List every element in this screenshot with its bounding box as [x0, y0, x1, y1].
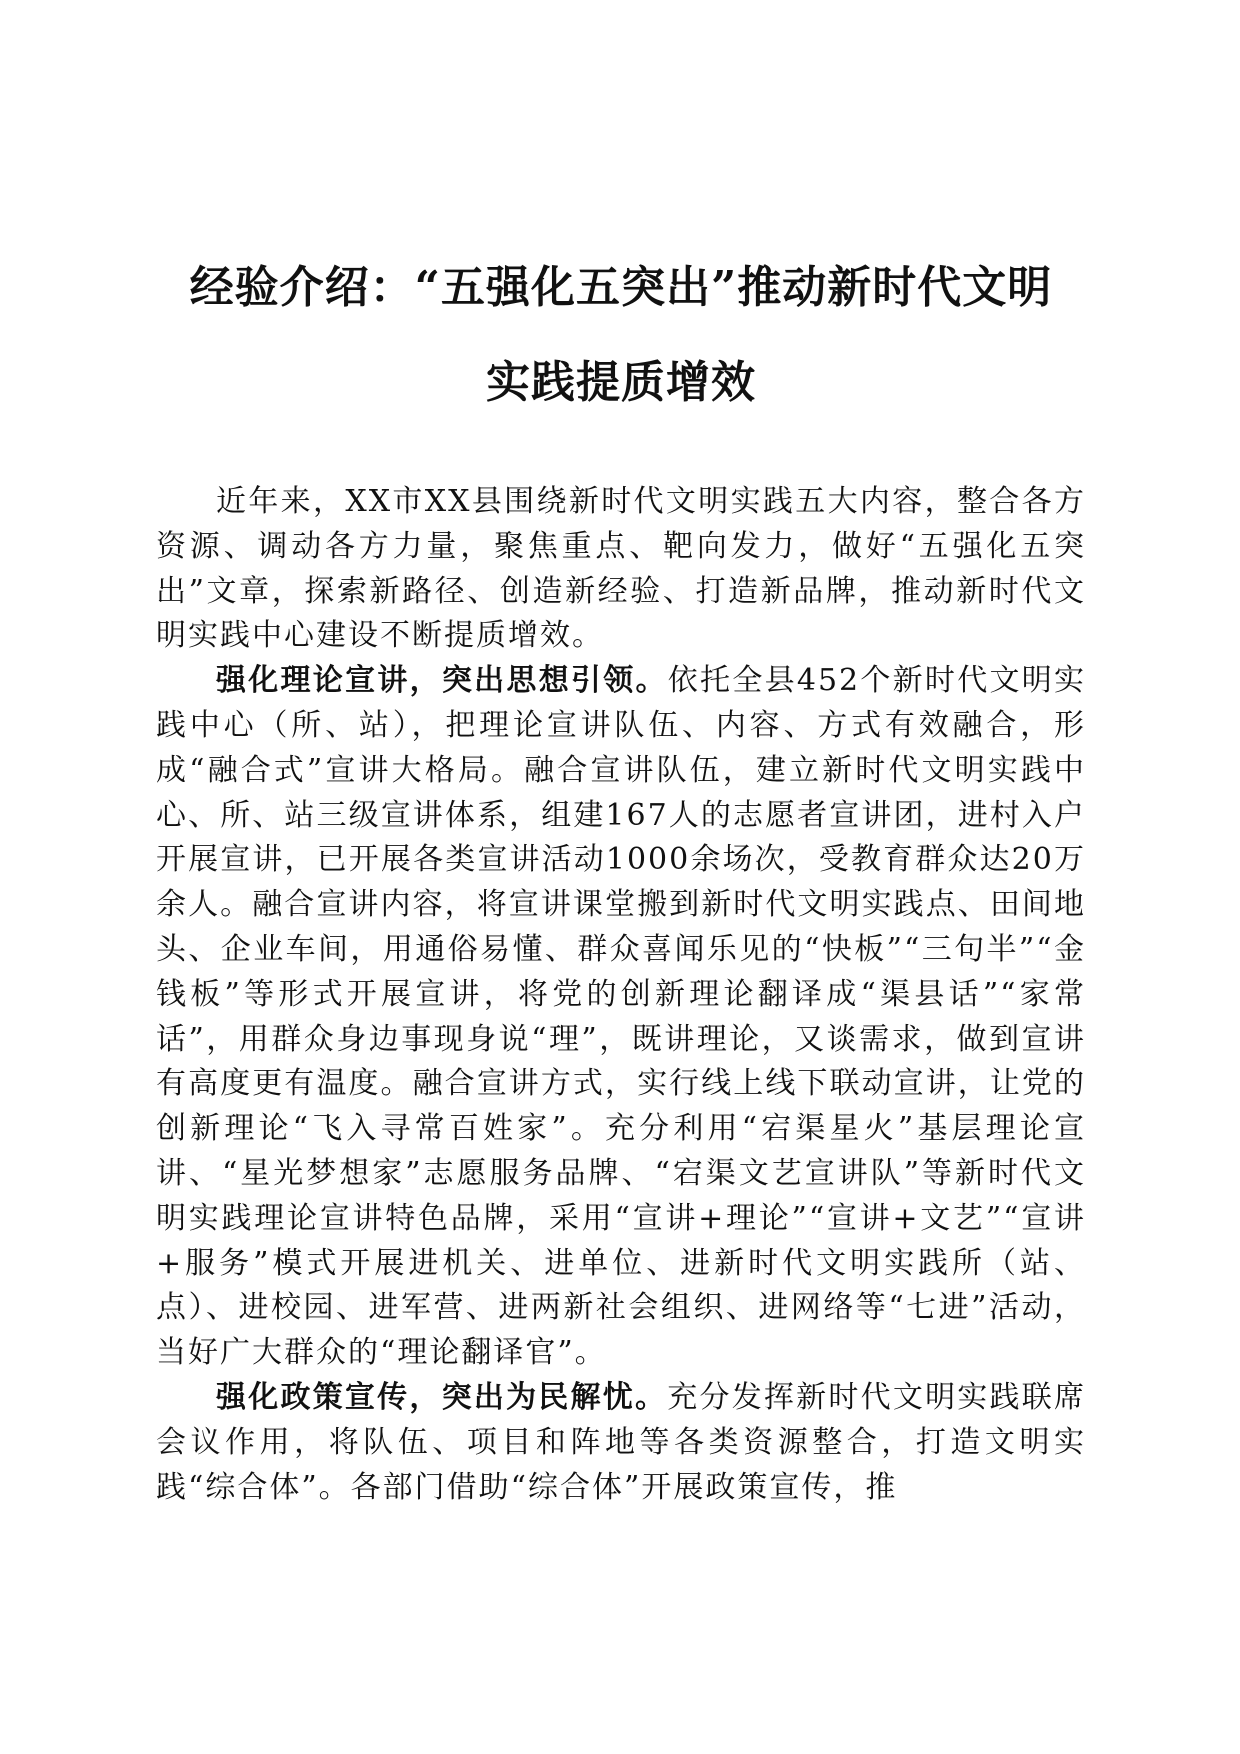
section-text-policy: 充分发挥新时代文明实践联席会议作用，将队伍、项目和阵地等各类资源整合，打造文明实践“综合体”。各部门借助“综合体”开展政策宣传，推 [156, 1379, 1087, 1505]
section-heading-policy: 强化政策宣传，突出为民解忧。 [216, 1379, 668, 1415]
title-line-1: 经验介绍：“五强化五突出”推动新时代文明 [189, 262, 1053, 313]
section-paragraph-theory [156, 659, 1086, 1376]
document-title [156, 240, 1086, 430]
section-text-theory: 依托全县452个新时代文明实践中心（所、站），把理论宣讲队伍、内容、方式有效融合，形成“融合式”宣讲大格局。融合宣讲队伍，建立新时代文明实践中心、所、站三级宣讲体系，组建167人的志愿者宣讲团，进村入户开展宣讲，已开展各类宣讲活动1000余场次，受教育群众达20万余人。融合宣讲内容，将宣讲课堂搬到新时代文明实践点、田间地头、企业车间，用通俗易懂、群众喜闻乐见的“快板”“三句半”“金钱板”等形式开展宣讲，将党的创新理论翻译成“渠县话”“家常话”，用群众身边事现身说“理”，既讲理论，又谈需求，做到宣讲有高度更有温度。融合宣讲方式，实行线上线下联动宣讲，让党的创新理论“飞入寻常百姓家”。充分利用“宕渠星火”基层理论宣讲、“星光梦想家”志愿服务品牌、“宕渠文艺宣讲队”等新时代文明实践理论宣讲特色品牌，采用“宣讲+理论”“宣讲+文艺”“宣讲+服务”模式开展进机关、进单位、进新时代文明实践所（站、点）、进校园、进军营、进两新社会组织、进网络等“七进”活动，当好广大群众的“理论翻译官”。 [156, 663, 1087, 1371]
section-heading-theory: 强化理论宣讲，突出思想引领。 [216, 663, 668, 699]
title-line-2: 实践提质增效 [486, 357, 756, 408]
document-page [156, 240, 1086, 1510]
intro-paragraph: 近年来，XX市XX县围绕新时代文明实践五大内容，整合各方资源、调动各方力量，聚焦重点、靶向发力，做好“五强化五突出”文章，探索新路径、创造新经验、打造新品牌，推动新时代文明实践中心建设不断提质增效。 [156, 484, 1086, 654]
section-paragraph-policy [156, 1376, 1086, 1510]
document-body [156, 480, 1086, 1510]
